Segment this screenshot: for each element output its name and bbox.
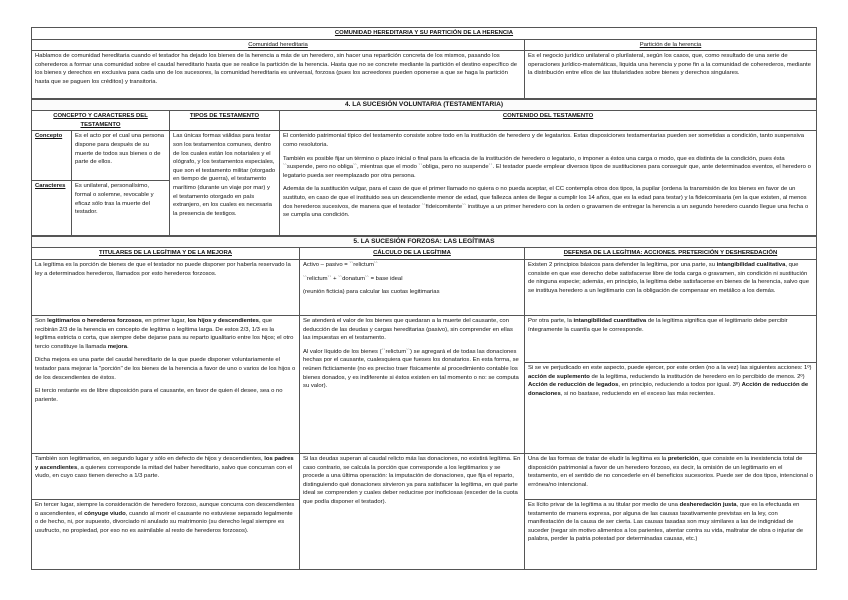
calculo-formulas [300,259,525,315]
contenido-p1: El contenido patrimonial típico del testamento consiste sobre todo en la institución de heredero y de legatarios. Estas disposiciones testamentarias pueden ser sometidas a condición, tanto suspensiva como resolutoria. [283,133,804,148]
preterición: Una de las formas de tratar de eludir la legítima es la preterición, que consiste en la inexistencia total de disposición patrimonial a favor de un heredero forzoso, es decir, la omisión de un legitimario en el testamento, en el sentido de no concederle en él beneficios sucesorios. Puede ser de dos tipos, intencional o errónea/no intencional. [525,453,817,499]
col-defensa: DEFENSA DE LA LEGÍTIMA: ACCIONES. PRETERICIÓN Y DESHEREDACIÓN [525,248,817,260]
col-contenido: CONTENIDO DEL TESTAMENTO [280,111,817,131]
defensa-cuantitativa: Por otra parte, la intangibilidad cuantitativa de la legítima significa que el legitimario debe percibir íntegramente la cuantía que le corresponde. Si se ve perjudicado en este aspecto, puede ejercer, por este orden (no a la vez) las siguientes acciones: 1º) acción de suplemento de la legítima, reduciendo la institución de heredero en lo percibido de menos. 2º) Acción de reducción de legados, en principio, reduciendo a todos por igual. 3º) Acción de reducción de donaciones, si no bastase, reduciendo en el exceso las más recientes. [525,315,817,453]
contenido-p2: También es posible fijar un término o plazo inicial o final para la eficacia de la institución de heredero o legatario, o imponer a éstos una carga o modo, que es distinta de la condición, pues ésta ``suspende, pero no obliga``, mientras que el modo ``obliga, pero no suspende``. El testador puede emplear diversos tipos de sustituciones para conseguir que, ante determinados eventos, el heredero o legatario pueda ser reemplazado por otra persona. [283,155,811,179]
text-caracteres: Es unilateral, personalísimo, formal o solemne, revocable y eficaz sólo tras la muerte del testador. [72,181,170,236]
header-comunidad: Comunidad hereditaria [32,39,525,51]
section4-title: 4. LA SUCESIÓN VOLUNTARIA (TESTAMENTARIA) [32,99,817,111]
text-tipos: Las únicas formas válidas para testar son los testamentos comunes, dentro de los cuales están los notariales y el ológrafo, y los testamentos especiales, que son el testamento militar (otorgado en tiempo de guerra), el testamento marítimo (durante un viaje por mar) y el testamento otorgado en país extranjero, en los cuales es necesaria la presencia de testigos. [170,131,280,236]
formula-base-ideal: ``relictum`` + ``donatum`` = base ideal [303,275,403,282]
table-sucesion-voluntaria [31,99,817,237]
calculo-valor: Se atenderá el valor de los bienes que quedaran a la muerte del causante, con deducción de las deudas y cargas hereditarias (pasivo), sin comprender en ellas las impuestas en el testamento. Al valor líquido de los bienes (``relictum``) se agregará el de todas las donaciones hechas por el causante, cualesquiera que fueses los donatarios. En esta forma, se reúnen ficticiamente (no es preciso traer físicamente al procedimiento contable los bienes donados, y es indiferente si éstos existen en tal momento o no: se computa su valor). [300,315,525,453]
legitimarios-padres: También son legitimarios, en segundo lugar y sólo en defecto de hijos y descendientes, los padres y ascendientes, a quienes corresponde la mitad del haber hereditario, salvo que concurran con el viudo, en cuyo caso tienen derecho a 1/3 parte. [32,453,300,499]
contenido-p3: Además de la sustitución vulgar, para el caso de que el primer llamado no quiera o no pueda aceptar, el CC contempla otros dos tipos, la pupilar (ordena la transmisión de los bienes en favor de un sustituto, en caso de que el instituido sea un descendiente menor de edad, que fallezca antes de llegar a cumplir los 14 años, que es la edad para testar) y la fideicomisaria (en la que existen, al menos dos herederos sucesivos, de manera que el testador ``fideicomitente`` instituye a un primer heredero con la orden o gravamen de entregar la herencia a un segundo heredero cuando llegue una fecha o se cumpla una condición. [283,186,809,219]
legitimario-conyuge: En tercer lugar, siempre la consideración de heredero forzoso, aunque concurra con descendientes o ascendientes, el cónyuge viudo, cuando al morir el causante no estuviese separado legalmente o de hecho, ni, por supuesto, divorciado ni anulado su matrimonio (su derecho legal siempre es usufructo, no propiedad, por eso no es asimilable al resto de herederos forzosos). [32,499,300,569]
document-page [31,27,816,570]
text-contenido [280,131,817,236]
defensa-cualitativa: Existen 2 principios básicos para defender la legítima, por una parte, su intangibilidad cualitativa, que consiste en que ese derecho debe satisfacerse libre de toda carga o gravamen, sin condición ni sustitución de ninguna especie; además, en principio, la legítima debe satisfacerse en bienes de la herencia, salvo que se instituya heredero a un legitimario con la obligación de compensar en metálico a los demás. [525,259,817,315]
col-concepto: CONCEPTO Y CARACTERES DEL TESTAMENTO [32,111,170,131]
legitimarios-hijos: Son legitimarios o herederos forzosos, en primer lugar, los hijos y descendientes, que recibirán 2/3 de la herencia en concepto de legítima o legítima larga. De estos 2/3, 1/3 es la legítima estricta o corta, que siempre debe dejarse para su reparto igualitario entre los hijos; el otro tercio constituye la llamada mejora. Dicha mejora es una parte del caudal hereditario de la que puede disponer voluntariamente el testador para mejorar la "porción" de los bienes de la herencia a favor de uno o varios de los hijos o de los descendientes de éstos. El tercio restante es de libre disposición para el causante, en favor de quien él desee, sea o no pariente. [32,315,300,453]
legitima-definicion: La legítima es la porción de bienes de que el testador no puede disponer por haberla reservado la ley a determinados herederos, llamados por esto herederos forzosos. [32,259,300,315]
formula-reunion: (reunión ficticia) para calcular las cuotas legitimarias [303,289,440,296]
mejora-text: Dicha mejora es una parte del caudal hereditario de la que puede disponer voluntariamente el testador para mejorar la "porción" de los bienes de la herencia a favor de uno o varios de los hijos o de los descendientes de éstos. [35,357,296,381]
formula-relictum: Activo – pasivo = ``relictum`` [303,261,378,268]
section5-title: 5. LA SUCESIÓN FORZOSA: LAS LEGÍTIMAS [32,236,817,248]
desheredacion: Es lícito privar de la legítima a su titular por medio de una desheredación justa, que es la efectuada en testamento de manera expresa, por alguna de las causas taxativamente previstas en la ley, con manifestación de la causa de ser cierta. Las causas tasadas son muy similares a las de indignidad de suceder (negar sin motivo alimentos a los parientes, atentar contra su vida, maltratar de obra o injuriar de palabra, perder la patria potestad por determinadas causas, etc.) [525,499,817,569]
tercio-libre-text: El tercio restante es de libre disposición para el causante, en favor de quien él desee, sea o no pariente. [35,388,283,403]
col-titulares: TITULARES DE LA LEGÍTIMA Y DE LA MEJORA [32,248,300,260]
col-tipos: TIPOS DE TESTAMENTO [170,111,280,131]
label-concepto: Concepto [32,131,72,181]
calculo-deudas: Si las deudas superan al caudal relicto más las donaciones, no existirá legítima. En caso contrario, se calcula la porción que corresponde a los legitimarios y se procede a una última operación: la imputación de donaciones, que fija el reparto, distinguiendo qué donaciones sirvieron ya para satisfacer la legítima, en qué parte ideal se comprenden y cuales deber reducirse por inoficiosas (exceder de la cuota que podía disponer el testador). [300,453,525,569]
label-caracteres: Caracteres [32,181,72,236]
col-calculo: CÁLCULO DE LA LEGÍTIMA [300,248,525,260]
header-particion: Partición de la herencia [525,39,817,51]
table-comunidad [31,27,817,99]
table-legitimas [31,236,817,570]
text-comunidad: Hablamos de comunidad hereditaria cuando el testador ha dejado los bienes de la herencia a más de un heredero, sin hacer una repartición concreta de los mismos, pasando los coherederos a formar una comunidad sobre el caudal hereditario hasta que se realice la partición de la herencia. Hasta que no se concrete mediante la partición el destino específico de los bienes y derechos en exclusiva para cada uno de los sucesores, la comunidad hereditaria es universal, forzosa (pues los acreedores pueden oponerse a que se haga la partición hasta que se paguen los créditos) y transitoria. [32,51,525,99]
text-concepto: Es el acto por el cual una persona dispone para después de su muerte de todos sus bienes o de parte de ellos. [72,131,170,181]
page-title: COMUNIDAD HEREDITARIA Y SU PARTICIÓN DE LA HERENCIA [32,28,817,40]
text-particion: Es el negocio jurídico unilateral o plurilateral, según los casos, que, como resultado de una serie de operaciones jurídico-matemáticas, liquida una herencia y pone fin a la comunidad de coherederos, mediante la distribución entre ellos de las titularidades sobre bienes y derechos singulares. [525,51,817,99]
